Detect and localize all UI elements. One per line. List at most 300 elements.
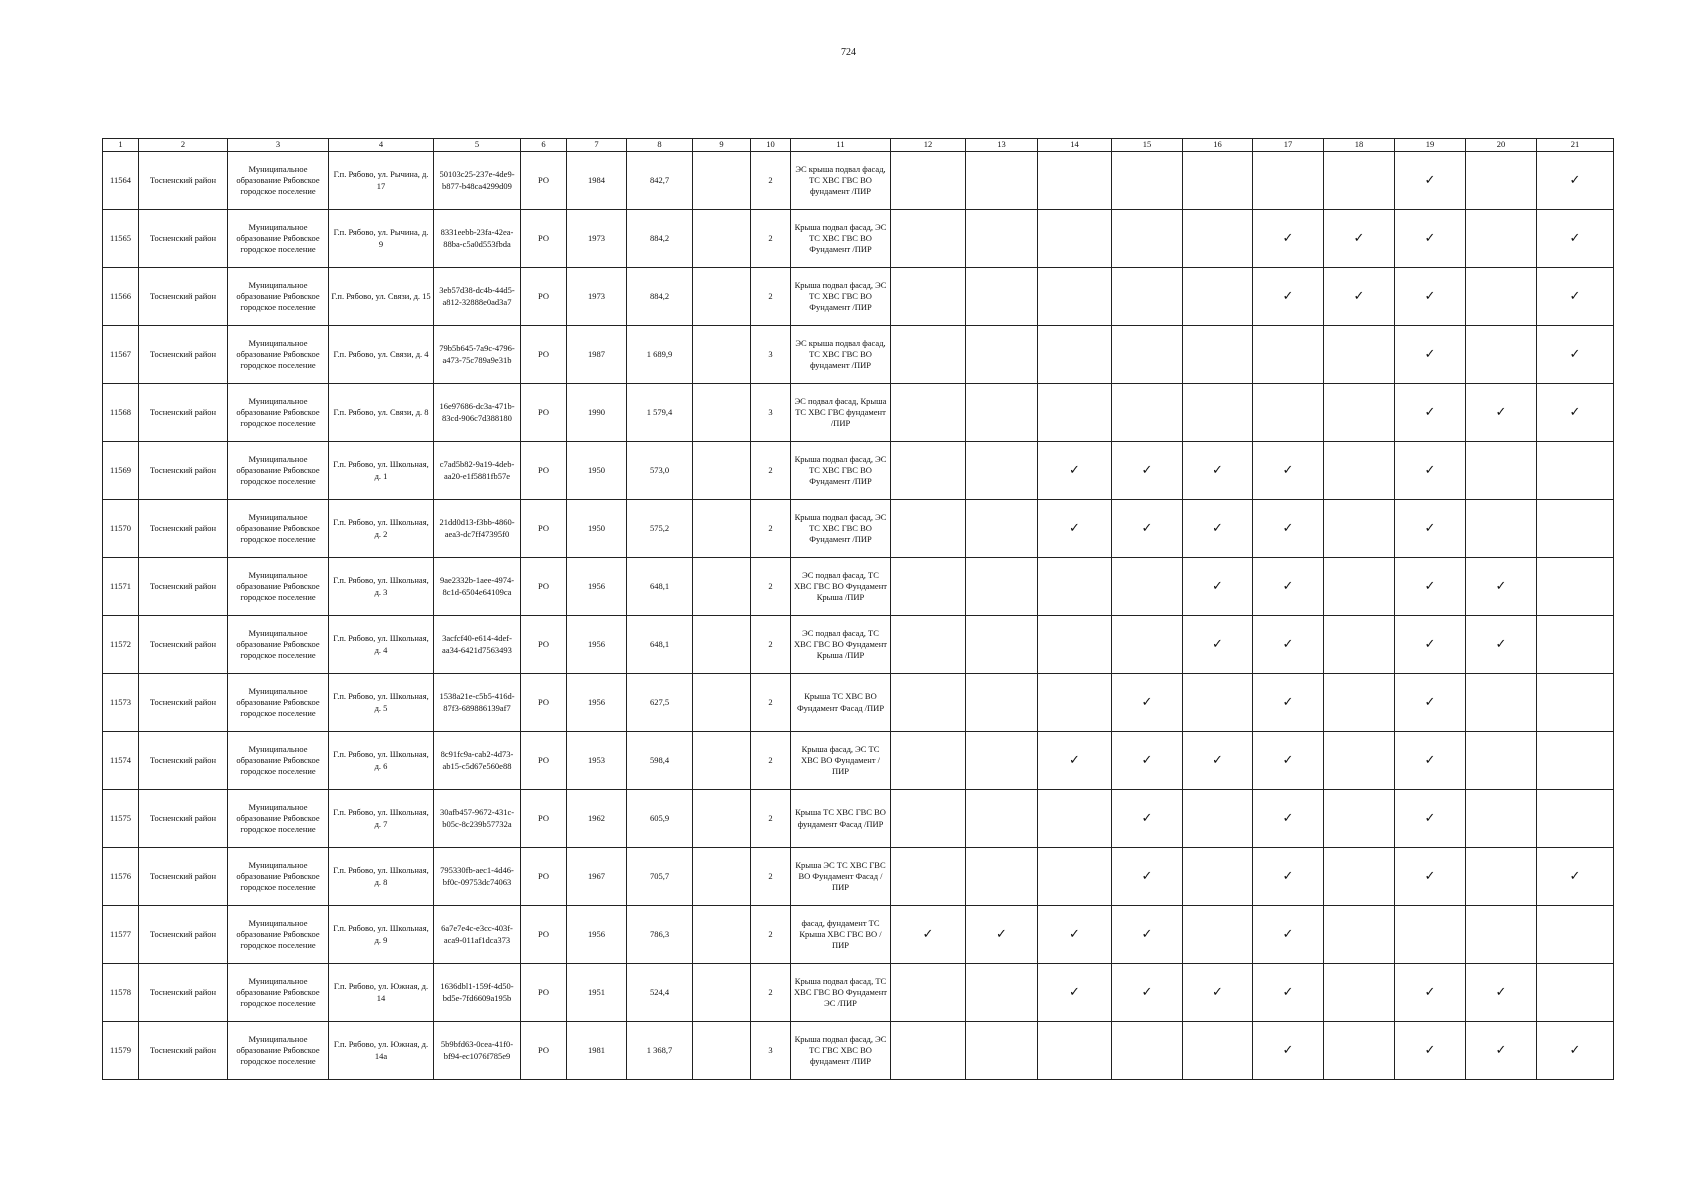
floors-cell: 3	[751, 384, 791, 442]
address-cell: Г.п. Рябово, ул. Южная, д. 14а	[329, 1022, 434, 1080]
district-cell: Тосненский район	[139, 152, 228, 210]
column-9-cell	[693, 500, 751, 558]
district-cell: Тосненский район	[139, 906, 228, 964]
works-list-cell: Крыша подвал фасад, ЭС ТС ХВС ГВС ВО Фундамент /ПИР	[791, 210, 891, 268]
area-cell: 1 579,4	[627, 384, 693, 442]
work-column-14-cell	[1038, 790, 1112, 848]
work-column-18-cell	[1324, 790, 1395, 848]
work-column-12-cell	[891, 674, 966, 732]
area-cell: 884,2	[627, 268, 693, 326]
fund-form-cell: РО	[521, 616, 567, 674]
work-column-14-cell	[1038, 210, 1112, 268]
house-guid-cell: 9ae2332b-1aee-4974-8c1d-6504e64109ca	[434, 558, 521, 616]
work-column-15-cell	[1112, 384, 1183, 442]
house-guid-cell: 6a7e7e4c-e3cc-403f-aca9-011af1dca373	[434, 906, 521, 964]
work-column-18-cell	[1324, 616, 1395, 674]
work-column-12-cell	[891, 1022, 966, 1080]
fund-form-cell: РО	[521, 210, 567, 268]
work-column-18-cell	[1324, 268, 1395, 326]
work-column-18-cell	[1324, 384, 1395, 442]
column-9-cell	[693, 152, 751, 210]
check-mark-icon: ✓	[1569, 868, 1581, 884]
address-cell: Г.п. Рябово, ул. Школьная, д. 3	[329, 558, 434, 616]
municipality-cell: Муниципальное образование Рябовское городское поселение	[228, 906, 329, 964]
area-cell: 1 368,7	[627, 1022, 693, 1080]
page-number: 724	[841, 47, 856, 58]
check-mark-icon: ✓	[1495, 1042, 1507, 1058]
table-row	[103, 442, 1614, 500]
floors-cell: 2	[751, 906, 791, 964]
work-column-16-cell	[1183, 790, 1253, 848]
work-column-13-cell	[966, 210, 1038, 268]
column-number-header: 19	[1395, 139, 1466, 152]
check-mark-icon: ✓	[1424, 288, 1436, 304]
check-mark-icon: ✓	[1569, 1042, 1581, 1058]
house-guid-cell: 79b5b645-7a9c-4796-a473-75c789a9e31b	[434, 326, 521, 384]
table-row	[103, 964, 1614, 1022]
address-cell: Г.п. Рябово, ул. Связи, д. 4	[329, 326, 434, 384]
work-column-18-cell	[1324, 674, 1395, 732]
column-9-cell	[693, 326, 751, 384]
district-cell: Тосненский район	[139, 616, 228, 674]
fund-form-cell: РО	[521, 152, 567, 210]
column-number-header: 6	[521, 139, 567, 152]
house-guid-cell: 795330fb-aec1-4d46-bf0c-09753dc74063	[434, 848, 521, 906]
work-column-19-cell	[1395, 326, 1466, 384]
check-mark-icon: ✓	[1424, 520, 1436, 536]
check-mark-icon: ✓	[1424, 636, 1436, 652]
work-column-12-cell	[891, 790, 966, 848]
work-column-21-cell	[1537, 964, 1614, 1022]
district-cell: Тосненский район	[139, 964, 228, 1022]
work-column-14-cell	[1038, 152, 1112, 210]
district-cell: Тосненский район	[139, 790, 228, 848]
work-column-21-cell	[1537, 442, 1614, 500]
check-mark-icon: ✓	[1069, 520, 1080, 536]
check-mark-icon: ✓	[1569, 288, 1581, 304]
work-column-16-cell	[1183, 674, 1253, 732]
build-year-cell: 1950	[567, 442, 627, 500]
work-column-17-cell	[1253, 268, 1324, 326]
check-mark-icon: ✓	[1282, 752, 1294, 768]
work-column-16-cell	[1183, 964, 1253, 1022]
district-cell: Тосненский район	[139, 674, 228, 732]
column-number-header: 10	[751, 139, 791, 152]
work-column-17-cell	[1253, 848, 1324, 906]
work-column-12-cell	[891, 964, 966, 1022]
works-list-cell: Крыша подвал фасад, ЭС ТС ХВС ГВС ВО Фундамент /ПИР	[791, 442, 891, 500]
check-mark-icon: ✓	[1495, 404, 1507, 420]
house-guid-cell: 16e97686-dc3a-471b-83cd-906c7d388180	[434, 384, 521, 442]
check-mark-icon: ✓	[1424, 694, 1436, 710]
build-year-cell: 1956	[567, 616, 627, 674]
district-cell: Тосненский район	[139, 384, 228, 442]
work-column-19-cell	[1395, 558, 1466, 616]
work-column-21-cell	[1537, 906, 1614, 964]
floors-cell: 2	[751, 732, 791, 790]
work-column-14-cell	[1038, 906, 1112, 964]
work-column-18-cell	[1324, 906, 1395, 964]
check-mark-icon: ✓	[1141, 694, 1153, 710]
work-column-17-cell	[1253, 210, 1324, 268]
work-column-21-cell	[1537, 732, 1614, 790]
work-column-18-cell	[1324, 442, 1395, 500]
fund-form-cell: РО	[521, 442, 567, 500]
area-cell: 1 689,9	[627, 326, 693, 384]
area-cell: 598,4	[627, 732, 693, 790]
table-row	[103, 732, 1614, 790]
record-number-cell: 11578	[103, 964, 139, 1022]
table-row	[103, 616, 1614, 674]
municipality-cell: Муниципальное образование Рябовское городское поселение	[228, 732, 329, 790]
work-column-19-cell	[1395, 616, 1466, 674]
build-year-cell: 1956	[567, 674, 627, 732]
fund-form-cell: РО	[521, 674, 567, 732]
work-column-19-cell	[1395, 1022, 1466, 1080]
check-mark-icon: ✓	[1353, 230, 1365, 246]
works-list-cell: Крыша подвал фасад, ЭС ТС ХВС ГВС ВО Фундамент /ПИР	[791, 500, 891, 558]
check-mark-icon: ✓	[1424, 346, 1436, 362]
work-column-18-cell	[1324, 732, 1395, 790]
fund-form-cell: РО	[521, 848, 567, 906]
column-number-header: 3	[228, 139, 329, 152]
work-column-14-cell	[1038, 442, 1112, 500]
work-column-16-cell	[1183, 848, 1253, 906]
work-column-12-cell	[891, 906, 966, 964]
address-cell: Г.п. Рябово, ул. Связи, д. 15	[329, 268, 434, 326]
area-cell: 648,1	[627, 558, 693, 616]
house-guid-cell: 5b9bfd63-0cea-41f0-bf94-ec1076f785e9	[434, 1022, 521, 1080]
work-column-15-cell	[1112, 616, 1183, 674]
fund-form-cell: РО	[521, 1022, 567, 1080]
check-mark-icon: ✓	[1141, 520, 1153, 536]
build-year-cell: 1962	[567, 790, 627, 848]
column-number-header: 20	[1466, 139, 1537, 152]
work-column-15-cell	[1112, 558, 1183, 616]
work-column-17-cell	[1253, 732, 1324, 790]
works-list-cell: Крыша ЭС ТС ХВС ГВС ВО Фундамент Фасад /ПИР	[791, 848, 891, 906]
column-9-cell	[693, 384, 751, 442]
column-9-cell	[693, 732, 751, 790]
district-cell: Тосненский район	[139, 732, 228, 790]
work-column-20-cell	[1466, 674, 1537, 732]
work-column-20-cell	[1466, 1022, 1537, 1080]
column-number-header: 9	[693, 139, 751, 152]
work-column-15-cell	[1112, 500, 1183, 558]
table-body	[103, 152, 1614, 1080]
works-list-cell: ЭС подвал фасад, ТС ХВС ГВС ВО Фундамент Крыша /ПИР	[791, 616, 891, 674]
check-mark-icon: ✓	[1141, 810, 1153, 826]
work-column-12-cell	[891, 616, 966, 674]
column-number-header: 14	[1038, 139, 1112, 152]
work-column-16-cell	[1183, 326, 1253, 384]
work-column-20-cell	[1466, 442, 1537, 500]
house-guid-cell: 50103c25-237e-4de9-b877-b48ca4299d09	[434, 152, 521, 210]
column-9-cell	[693, 1022, 751, 1080]
check-mark-icon: ✓	[1282, 578, 1294, 594]
work-column-15-cell	[1112, 268, 1183, 326]
district-cell: Тосненский район	[139, 500, 228, 558]
address-cell: Г.п. Рябово, ул. Школьная, д. 2	[329, 500, 434, 558]
work-column-15-cell	[1112, 732, 1183, 790]
work-column-12-cell	[891, 848, 966, 906]
floors-cell: 3	[751, 1022, 791, 1080]
column-number-header: 16	[1183, 139, 1253, 152]
work-column-14-cell	[1038, 674, 1112, 732]
municipality-cell: Муниципальное образование Рябовское городское поселение	[228, 384, 329, 442]
build-year-cell: 1984	[567, 152, 627, 210]
house-guid-cell: 1538a21e-c5b5-416d-87f3-689886139af7	[434, 674, 521, 732]
table-row	[103, 268, 1614, 326]
works-list-cell: ЭС подвал фасад, Крыша ТС ХВС ГВС фундамент /ПИР	[791, 384, 891, 442]
column-9-cell	[693, 906, 751, 964]
work-column-19-cell	[1395, 384, 1466, 442]
work-column-21-cell	[1537, 848, 1614, 906]
check-mark-icon: ✓	[1069, 462, 1080, 478]
work-column-17-cell	[1253, 790, 1324, 848]
district-cell: Тосненский район	[139, 326, 228, 384]
work-column-19-cell	[1395, 906, 1466, 964]
work-column-15-cell	[1112, 442, 1183, 500]
check-mark-icon: ✓	[1424, 984, 1436, 1000]
address-cell: Г.п. Рябово, ул. Школьная, д. 5	[329, 674, 434, 732]
table-row	[103, 1022, 1614, 1080]
works-list-cell: ЭС подвал фасад, ТС ХВС ГВС ВО Фундамент Крыша /ПИР	[791, 558, 891, 616]
work-column-16-cell	[1183, 1022, 1253, 1080]
work-column-15-cell	[1112, 848, 1183, 906]
work-column-21-cell	[1537, 674, 1614, 732]
work-column-20-cell	[1466, 500, 1537, 558]
work-column-15-cell	[1112, 326, 1183, 384]
column-number-header: 5	[434, 139, 521, 152]
check-mark-icon: ✓	[1212, 462, 1223, 478]
work-column-20-cell	[1466, 384, 1537, 442]
build-year-cell: 1956	[567, 558, 627, 616]
address-cell: Г.п. Рябово, ул. Школьная, д. 7	[329, 790, 434, 848]
area-cell: 573,0	[627, 442, 693, 500]
work-column-13-cell	[966, 732, 1038, 790]
work-column-20-cell	[1466, 326, 1537, 384]
work-column-17-cell	[1253, 674, 1324, 732]
municipality-cell: Муниципальное образование Рябовское городское поселение	[228, 964, 329, 1022]
check-mark-icon: ✓	[1141, 926, 1153, 942]
works-list-cell: Крыша ТС ХВС ГВС ВО фундамент Фасад /ПИР	[791, 790, 891, 848]
work-column-16-cell	[1183, 210, 1253, 268]
column-number-header: 21	[1537, 139, 1614, 152]
column-number-header: 15	[1112, 139, 1183, 152]
work-column-16-cell	[1183, 616, 1253, 674]
district-cell: Тосненский район	[139, 268, 228, 326]
house-guid-cell: 30afb457-9672-431c-b05c-8c239b57732a	[434, 790, 521, 848]
municipality-cell: Муниципальное образование Рябовское городское поселение	[228, 152, 329, 210]
works-list-cell: Крыша подвал фасад, ЭС ТС ХВС ГВС ВО Фундамент /ПИР	[791, 268, 891, 326]
table-row	[103, 384, 1614, 442]
check-mark-icon: ✓	[1282, 288, 1294, 304]
check-mark-icon: ✓	[1212, 578, 1223, 594]
work-column-20-cell	[1466, 964, 1537, 1022]
work-column-16-cell	[1183, 906, 1253, 964]
works-list-cell: ЭС крыша подвал фасад, ТС ХВС ГВС ВО фундамент /ПИР	[791, 152, 891, 210]
work-column-19-cell	[1395, 442, 1466, 500]
work-column-20-cell	[1466, 152, 1537, 210]
district-cell: Тосненский район	[139, 558, 228, 616]
work-column-19-cell	[1395, 732, 1466, 790]
area-cell: 648,1	[627, 616, 693, 674]
work-column-12-cell	[891, 442, 966, 500]
work-column-17-cell	[1253, 1022, 1324, 1080]
table-row	[103, 790, 1614, 848]
floors-cell: 2	[751, 152, 791, 210]
table-row	[103, 558, 1614, 616]
work-column-18-cell	[1324, 500, 1395, 558]
municipality-cell: Муниципальное образование Рябовское городское поселение	[228, 210, 329, 268]
column-number-header: 2	[139, 139, 228, 152]
work-column-13-cell	[966, 1022, 1038, 1080]
municipality-cell: Муниципальное образование Рябовское городское поселение	[228, 268, 329, 326]
work-column-14-cell	[1038, 616, 1112, 674]
build-year-cell: 1973	[567, 210, 627, 268]
work-column-14-cell	[1038, 964, 1112, 1022]
works-list-cell: Крыша подвал фасад, ЭС ТС ГВС ХВС ВО фундамент /ПИР	[791, 1022, 891, 1080]
work-column-17-cell	[1253, 500, 1324, 558]
work-column-19-cell	[1395, 152, 1466, 210]
record-number-cell: 11565	[103, 210, 139, 268]
build-year-cell: 1990	[567, 384, 627, 442]
work-column-20-cell	[1466, 210, 1537, 268]
floors-cell: 2	[751, 616, 791, 674]
record-number-cell: 11564	[103, 152, 139, 210]
table-row	[103, 674, 1614, 732]
work-column-14-cell	[1038, 732, 1112, 790]
table-row	[103, 848, 1614, 906]
fund-form-cell: РО	[521, 790, 567, 848]
municipality-cell: Муниципальное образование Рябовское городское поселение	[228, 674, 329, 732]
works-list-cell: фасад, фундамент ТС Крыша ХВС ГВС ВО /ПИР	[791, 906, 891, 964]
work-column-15-cell	[1112, 674, 1183, 732]
work-column-19-cell	[1395, 674, 1466, 732]
address-cell: Г.п. Рябово, ул. Рычина, д. 9	[329, 210, 434, 268]
table-row	[103, 152, 1614, 210]
work-column-19-cell	[1395, 210, 1466, 268]
column-number-row	[103, 139, 1614, 152]
work-column-17-cell	[1253, 442, 1324, 500]
fund-form-cell: РО	[521, 500, 567, 558]
work-column-20-cell	[1466, 268, 1537, 326]
work-column-16-cell	[1183, 268, 1253, 326]
work-column-13-cell	[966, 964, 1038, 1022]
work-column-19-cell	[1395, 500, 1466, 558]
work-column-17-cell	[1253, 616, 1324, 674]
house-guid-cell: 8c91fc9a-cab2-4d73-ab15-c5d67e560e88	[434, 732, 521, 790]
area-cell: 627,5	[627, 674, 693, 732]
column-9-cell	[693, 964, 751, 1022]
check-mark-icon: ✓	[1424, 462, 1436, 478]
address-cell: Г.п. Рябово, ул. Школьная, д. 9	[329, 906, 434, 964]
check-mark-icon: ✓	[1424, 752, 1436, 768]
check-mark-icon: ✓	[1282, 868, 1294, 884]
column-number-header: 7	[567, 139, 627, 152]
check-mark-icon: ✓	[1069, 752, 1080, 768]
floors-cell: 2	[751, 964, 791, 1022]
check-mark-icon: ✓	[996, 926, 1007, 942]
area-cell: 884,2	[627, 210, 693, 268]
work-column-21-cell	[1537, 558, 1614, 616]
work-column-18-cell	[1324, 558, 1395, 616]
work-column-20-cell	[1466, 616, 1537, 674]
work-column-21-cell	[1537, 268, 1614, 326]
municipality-cell: Муниципальное образование Рябовское городское поселение	[228, 500, 329, 558]
work-column-18-cell	[1324, 210, 1395, 268]
record-number-cell: 11577	[103, 906, 139, 964]
record-number-cell: 11570	[103, 500, 139, 558]
check-mark-icon: ✓	[1282, 694, 1294, 710]
work-column-21-cell	[1537, 384, 1614, 442]
record-number-cell: 11567	[103, 326, 139, 384]
table-row	[103, 500, 1614, 558]
work-column-20-cell	[1466, 790, 1537, 848]
work-column-17-cell	[1253, 384, 1324, 442]
area-cell: 842,7	[627, 152, 693, 210]
work-column-15-cell	[1112, 790, 1183, 848]
build-year-cell: 1956	[567, 906, 627, 964]
work-column-17-cell	[1253, 326, 1324, 384]
work-column-15-cell	[1112, 964, 1183, 1022]
work-column-12-cell	[891, 210, 966, 268]
address-cell: Г.п. Рябово, ул. Школьная, д. 6	[329, 732, 434, 790]
works-list-cell: ЭС крыша подвал фасад, ТС ХВС ГВС ВО фундамент /ПИР	[791, 326, 891, 384]
check-mark-icon: ✓	[1212, 752, 1223, 768]
check-mark-icon: ✓	[1141, 752, 1153, 768]
municipality-cell: Муниципальное образование Рябовское городское поселение	[228, 848, 329, 906]
district-cell: Тосненский район	[139, 1022, 228, 1080]
record-number-cell: 11575	[103, 790, 139, 848]
work-column-13-cell	[966, 558, 1038, 616]
build-year-cell: 1951	[567, 964, 627, 1022]
column-number-header: 1	[103, 139, 139, 152]
record-number-cell: 11579	[103, 1022, 139, 1080]
build-year-cell: 1953	[567, 732, 627, 790]
record-number-cell: 11569	[103, 442, 139, 500]
check-mark-icon: ✓	[1424, 172, 1436, 188]
work-column-21-cell	[1537, 500, 1614, 558]
check-mark-icon: ✓	[1282, 926, 1294, 942]
column-9-cell	[693, 442, 751, 500]
work-column-12-cell	[891, 326, 966, 384]
record-number-cell: 11576	[103, 848, 139, 906]
work-column-13-cell	[966, 500, 1038, 558]
check-mark-icon: ✓	[1282, 1042, 1294, 1058]
check-mark-icon: ✓	[1424, 1042, 1436, 1058]
work-column-21-cell	[1537, 1022, 1614, 1080]
fund-form-cell: РО	[521, 964, 567, 1022]
work-column-14-cell	[1038, 326, 1112, 384]
floors-cell: 2	[751, 442, 791, 500]
table-row	[103, 210, 1614, 268]
address-cell: Г.п. Рябово, ул. Южная, д. 14	[329, 964, 434, 1022]
record-number-cell: 11574	[103, 732, 139, 790]
work-column-17-cell	[1253, 906, 1324, 964]
work-column-13-cell	[966, 790, 1038, 848]
work-column-12-cell	[891, 152, 966, 210]
work-column-12-cell	[891, 500, 966, 558]
municipality-cell: Муниципальное образование Рябовское городское поселение	[228, 442, 329, 500]
municipality-cell: Муниципальное образование Рябовское городское поселение	[228, 1022, 329, 1080]
check-mark-icon: ✓	[1424, 810, 1436, 826]
work-column-18-cell	[1324, 1022, 1395, 1080]
address-cell: Г.п. Рябово, ул. Школьная, д. 8	[329, 848, 434, 906]
work-column-13-cell	[966, 848, 1038, 906]
column-9-cell	[693, 674, 751, 732]
